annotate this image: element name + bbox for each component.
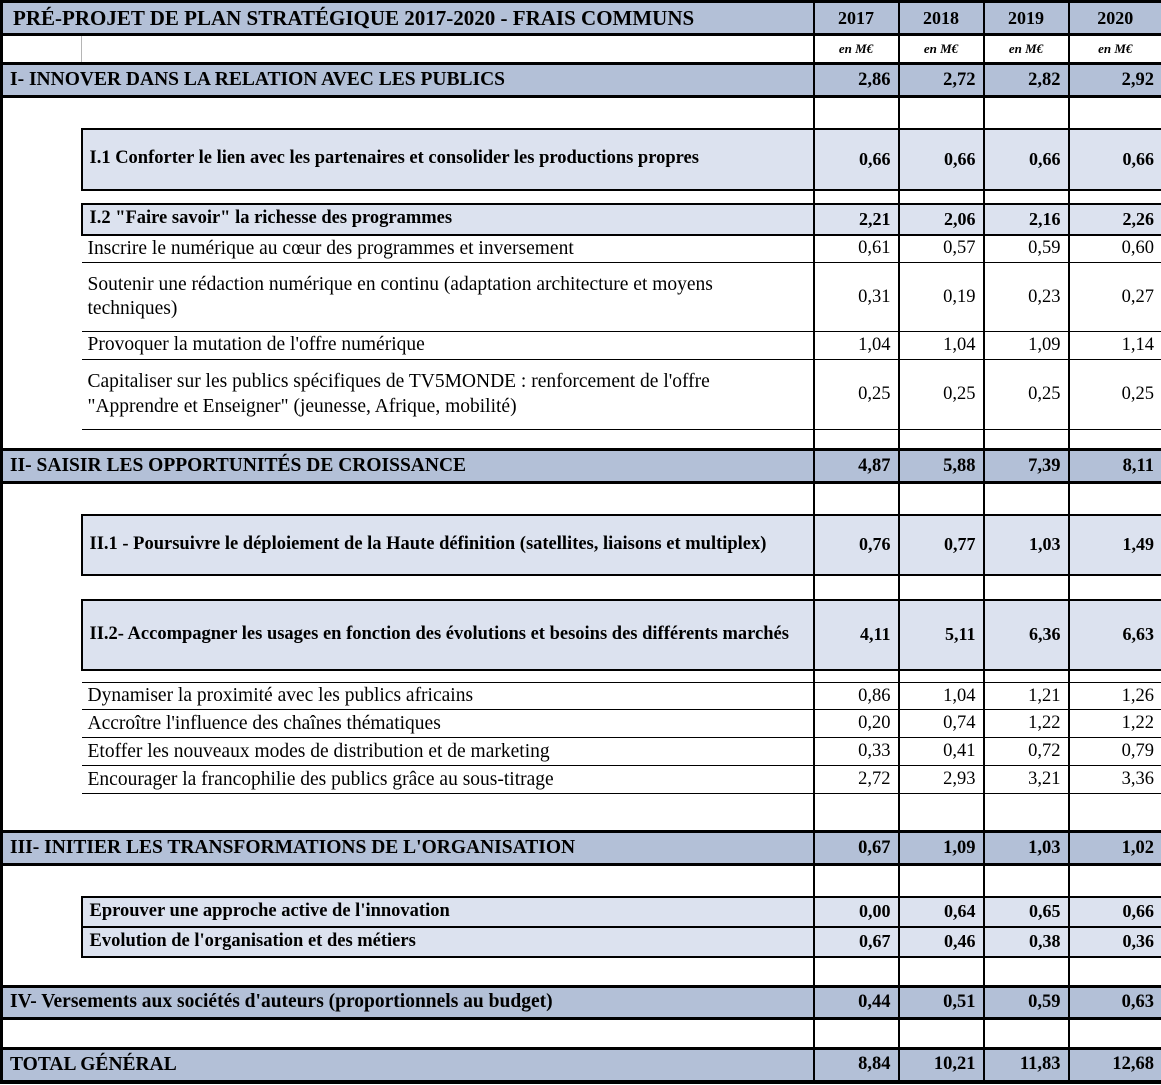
row-value: 0,67 (814, 832, 899, 865)
detail-row (2, 683, 1161, 710)
spacer-cell (984, 670, 1069, 683)
row-value: 2,82 (984, 64, 1069, 97)
unit-label: en M€ (984, 35, 1069, 64)
row-value: 4,87 (814, 450, 899, 483)
row-value: 0,23 (984, 263, 1069, 332)
row-label: Inscrire le numérique au cœur des programmes et inversement (82, 235, 814, 263)
indent-cell (2, 710, 82, 738)
subsection-row-eprouver (2, 897, 1161, 927)
row-value: 0,64 (899, 897, 984, 927)
row-value: 0,41 (899, 738, 984, 766)
spacer-cell (814, 957, 899, 987)
spacer-cell (984, 483, 1069, 515)
row-value: 2,06 (899, 204, 984, 235)
row-value: 0,59 (984, 987, 1069, 1019)
row-value: 1,04 (899, 332, 984, 360)
spacer-cell (814, 190, 899, 204)
spacer-cell (984, 1019, 1069, 1049)
row-label: II.2- Accompagner les usages en fonction des évolutions et besoins des différents marchés (82, 600, 814, 670)
spacer-cell (984, 794, 1069, 832)
row-value: 0,25 (899, 360, 984, 430)
spacer-cell (82, 670, 814, 683)
spacer-cell (1069, 957, 1161, 987)
spacer-row (2, 430, 1161, 450)
row-value: 0,44 (814, 987, 899, 1019)
spacer-cell (814, 1019, 899, 1049)
row-value: 0,00 (814, 897, 899, 927)
spacer-cell (2, 1019, 814, 1049)
row-value: 0,65 (984, 897, 1069, 927)
subsection-row-2-2 (2, 600, 1161, 670)
row-value: 7,39 (984, 450, 1069, 483)
row-value: 1,21 (984, 683, 1069, 710)
row-value: 0,25 (814, 360, 899, 430)
row-value: 6,63 (1069, 600, 1161, 670)
subsection-row-2-1 (2, 515, 1161, 575)
row-value: 0,74 (899, 710, 984, 738)
spacer-cell (2, 865, 814, 897)
row-value: 2,21 (814, 204, 899, 235)
spacer-cell (899, 670, 984, 683)
row-value: 10,21 (899, 1049, 984, 1082)
row-value: 0,79 (1069, 738, 1161, 766)
spacer-row (2, 190, 1161, 204)
row-value: 0,63 (1069, 987, 1161, 1019)
row-value: 6,36 (984, 600, 1069, 670)
row-value: 1,03 (984, 515, 1069, 575)
row-value: 0,27 (1069, 263, 1161, 332)
indent-cell (2, 766, 82, 794)
row-value: 0,66 (899, 129, 984, 190)
row-value: 0,76 (814, 515, 899, 575)
row-value: 2,72 (814, 766, 899, 794)
spacer-cell (2, 957, 814, 987)
row-value: 0,46 (899, 927, 984, 957)
row-value: 0,38 (984, 927, 1069, 957)
detail-row (2, 332, 1161, 360)
row-value: 0,66 (814, 129, 899, 190)
spacer-cell (1069, 865, 1161, 897)
row-value: 0,20 (814, 710, 899, 738)
spacer-cell (984, 575, 1069, 600)
row-value: 0,31 (814, 263, 899, 332)
row-value: 11,83 (984, 1049, 1069, 1082)
row-value: 0,51 (899, 987, 984, 1019)
spacer-cell (984, 190, 1069, 204)
indent-cell (2, 600, 82, 670)
row-label: Soutenir une rédaction numérique en continu (adaptation architecture et moyens techniques) (82, 263, 814, 332)
spacer-cell (899, 483, 984, 515)
spacer-cell (814, 794, 899, 832)
row-value: 1,09 (984, 332, 1069, 360)
year-header-2017: 2017 (814, 2, 899, 35)
indent-cell (2, 204, 82, 235)
row-value: 1,22 (984, 710, 1069, 738)
unit-label: en M€ (814, 35, 899, 64)
row-value: 3,36 (1069, 766, 1161, 794)
row-value: 0,25 (984, 360, 1069, 430)
row-value: 0,66 (1069, 129, 1161, 190)
spacer-cell (2, 190, 814, 204)
row-label: II- SAISIR LES OPPORTUNITÉS DE CROISSANCE (2, 450, 814, 483)
spacer-cell (984, 430, 1069, 450)
row-value: 5,11 (899, 600, 984, 670)
row-value: 0,33 (814, 738, 899, 766)
spacer-cell (984, 865, 1069, 897)
indent-cell (2, 235, 82, 263)
row-value: 3,21 (984, 766, 1069, 794)
section-row-2 (2, 450, 1161, 483)
spacer-cell (1069, 97, 1161, 129)
indent-cell (2, 738, 82, 766)
row-value: 0,36 (1069, 927, 1161, 957)
spacer-cell (1069, 430, 1161, 450)
row-value: 0,66 (984, 129, 1069, 190)
row-label: I.1 Conforter le lien avec les partenaires et consolider les productions propres (82, 129, 814, 190)
subsection-row-1-2 (2, 204, 1161, 235)
spacer-cell (899, 97, 984, 129)
row-value: 0,57 (899, 235, 984, 263)
row-label: TOTAL GÉNÉRAL (2, 1049, 814, 1082)
row-value: 8,11 (1069, 450, 1161, 483)
row-value: 2,26 (1069, 204, 1161, 235)
spacer-cell (899, 190, 984, 204)
row-value: 0,59 (984, 235, 1069, 263)
indent-cell (2, 897, 82, 927)
row-value: 1,22 (1069, 710, 1161, 738)
unit-label: en M€ (899, 35, 984, 64)
row-value: 1,02 (1069, 832, 1161, 865)
row-label: Capitaliser sur les publics spécifiques de TV5MONDE : renforcement de l'offre "Apprendre et Enseigner" (jeunesse, Afrique, mobilité) (82, 360, 814, 430)
spacer-row (2, 575, 1161, 600)
detail-row (2, 766, 1161, 794)
table-header-row (2, 2, 1161, 35)
spacer-cell (899, 1019, 984, 1049)
row-label: Encourager la francophilie des publics grâce au sous-titrage (82, 766, 814, 794)
section-row-3 (2, 832, 1161, 865)
spacer-cell (2, 670, 82, 683)
unit-label: en M€ (1069, 35, 1161, 64)
indent-cell (2, 927, 82, 957)
spacer-cell (984, 97, 1069, 129)
year-header-2018: 2018 (899, 2, 984, 35)
spacer-cell (1069, 190, 1161, 204)
row-value: 0,66 (1069, 897, 1161, 927)
indent-cell (2, 515, 82, 575)
subsection-row-evolution (2, 927, 1161, 957)
row-label: Provoquer la mutation de l'offre numérique (82, 332, 814, 360)
subsection-row-1-1 (2, 129, 1161, 190)
spacer-cell (82, 35, 814, 64)
indent-cell (2, 129, 82, 190)
detail-row (2, 738, 1161, 766)
row-value: 2,16 (984, 204, 1069, 235)
spacer-cell (2, 794, 814, 832)
spacer-cell (984, 957, 1069, 987)
spacer-cell (1069, 575, 1161, 600)
spacer-cell (1069, 1019, 1161, 1049)
spacer-cell (899, 575, 984, 600)
row-value: 1,14 (1069, 332, 1161, 360)
section-row-1 (2, 64, 1161, 97)
row-label: Evolution de l'organisation et des métiers (82, 927, 814, 957)
row-value: 2,86 (814, 64, 899, 97)
row-label: Dynamiser la proximité avec les publics africains (82, 683, 814, 710)
spacer-cell (899, 865, 984, 897)
row-label: IV- Versements aux sociétés d'auteurs (proportionnels au budget) (2, 987, 814, 1019)
detail-row (2, 263, 1161, 332)
row-value: 2,92 (1069, 64, 1161, 97)
row-value: 1,09 (899, 832, 984, 865)
row-label: I.2 "Faire savoir" la richesse des programmes (82, 204, 814, 235)
section-row-4 (2, 987, 1161, 1019)
spacer-row (2, 957, 1161, 987)
spacer-cell (814, 483, 899, 515)
spacer-cell (2, 430, 814, 450)
spacer-row (2, 1019, 1161, 1049)
row-label: III- INITIER LES TRANSFORMATIONS DE L'ORGANISATION (2, 832, 814, 865)
detail-row (2, 710, 1161, 738)
spacer-cell (814, 575, 899, 600)
indent-cell (2, 263, 82, 332)
spacer-cell (814, 670, 899, 683)
spacer-cell (899, 794, 984, 832)
spacer-cell (899, 430, 984, 450)
spacer-row (2, 865, 1161, 897)
row-value: 2,93 (899, 766, 984, 794)
row-label: Eprouver une approche active de l'innovation (82, 897, 814, 927)
spacer-cell (814, 97, 899, 129)
row-value: 0,61 (814, 235, 899, 263)
row-value: 1,04 (814, 332, 899, 360)
spacer-row (2, 483, 1161, 515)
row-value: 0,86 (814, 683, 899, 710)
row-label: II.1 - Poursuivre le déploiement de la Haute définition (satellites, liaisons et multiplex) (82, 515, 814, 575)
spacer-cell (899, 957, 984, 987)
spacer-cell (814, 430, 899, 450)
row-value: 1,49 (1069, 515, 1161, 575)
year-header-2019: 2019 (984, 2, 1069, 35)
spacer-row (2, 670, 1161, 683)
row-label: Accroître l'influence des chaînes thématiques (82, 710, 814, 738)
row-value: 0,25 (1069, 360, 1161, 430)
indent-cell (2, 360, 82, 430)
row-value: 5,88 (899, 450, 984, 483)
row-label: I- INNOVER DANS LA RELATION AVEC LES PUBLICS (2, 64, 814, 97)
table-title: PRÉ-PROJET DE PLAN STRATÉGIQUE 2017-2020 - FRAIS COMMUNS (2, 2, 814, 35)
indent-cell (2, 683, 82, 710)
spacer-cell (2, 483, 814, 515)
row-value: 8,84 (814, 1049, 899, 1082)
indent-cell (2, 332, 82, 360)
row-value: 0,60 (1069, 235, 1161, 263)
spacer-cell (1069, 483, 1161, 515)
row-value: 0,67 (814, 927, 899, 957)
spacer-row (2, 794, 1161, 832)
unit-row (2, 35, 1161, 64)
spacer-cell (2, 575, 814, 600)
row-value: 1,04 (899, 683, 984, 710)
row-value: 1,03 (984, 832, 1069, 865)
row-value: 0,72 (984, 738, 1069, 766)
row-value: 4,11 (814, 600, 899, 670)
detail-row (2, 235, 1161, 263)
spacer-cell (2, 97, 814, 129)
row-label: Etoffer les nouveaux modes de distribution et de marketing (82, 738, 814, 766)
total-row (2, 1049, 1161, 1082)
spacer-row (2, 97, 1161, 129)
row-value: 1,26 (1069, 683, 1161, 710)
spacer-cell (2, 35, 82, 64)
spacer-cell (1069, 794, 1161, 832)
row-value: 2,72 (899, 64, 984, 97)
year-header-2020: 2020 (1069, 2, 1161, 35)
row-value: 0,77 (899, 515, 984, 575)
spacer-cell (1069, 670, 1161, 683)
spacer-cell (814, 865, 899, 897)
detail-row (2, 360, 1161, 430)
row-value: 12,68 (1069, 1049, 1161, 1082)
row-value: 0,19 (899, 263, 984, 332)
